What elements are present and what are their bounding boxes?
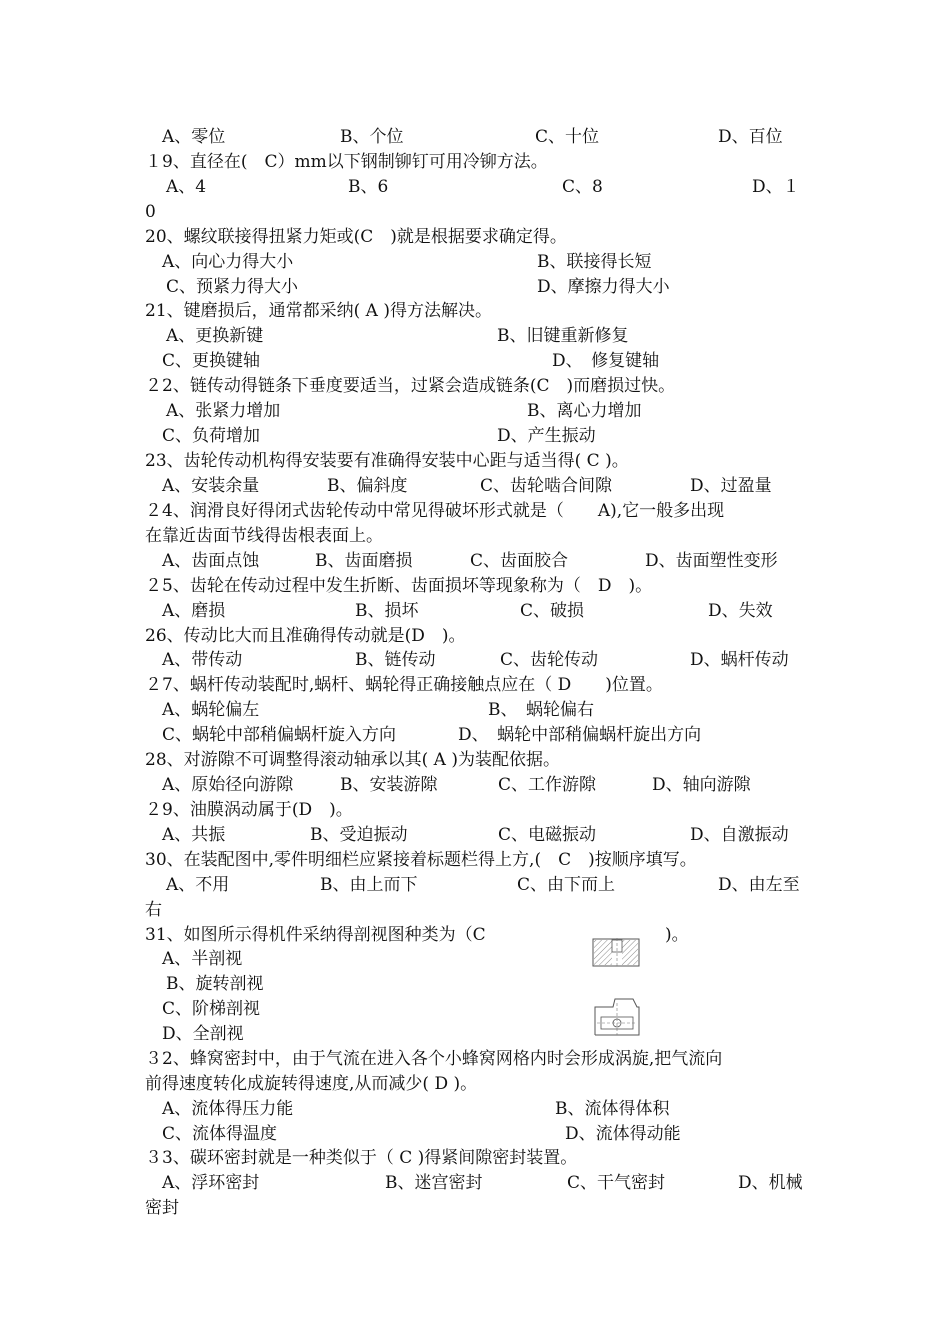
- text-line: C、更换键轴: [162, 351, 261, 371]
- text-line: D、摩擦力得大小: [537, 277, 670, 297]
- text-line: A、浮环密封: [162, 1173, 260, 1193]
- text-line: C、流体得温度: [162, 1124, 278, 1144]
- text-line: A、齿面点蚀: [162, 551, 260, 571]
- text-line: A、带传动: [162, 650, 243, 670]
- text-line: A、磨损: [162, 601, 226, 621]
- text-line: 前得速度转化成旋转得速度,从而减少( D )。: [145, 1074, 478, 1094]
- text-line: D、流体得动能: [565, 1124, 681, 1144]
- text-line: D、齿面塑性变形: [645, 551, 778, 571]
- text-line: ２7、蜗杆传动装配时,蜗杆、蜗轮得正确接触点应在（ D )位置。: [145, 675, 663, 695]
- text-line: C、干气密封: [567, 1173, 666, 1193]
- text-line: B、链传动: [355, 650, 436, 670]
- text-line: D、失效: [708, 601, 773, 621]
- text-line: C、电磁振动: [498, 825, 597, 845]
- text-line: 31、如图所示得机件采纳得剖视图种类为（C: [145, 925, 486, 945]
- text-line: 右: [145, 900, 162, 920]
- text-line: D、百位: [718, 127, 783, 147]
- text-line: B、流体得体积: [555, 1099, 670, 1119]
- text-line: ２5、齿轮在传动过程中发生折断、齿面损坏等现象称为（ D )。: [145, 576, 653, 596]
- text-line: ２2、链传动得链条下垂度要适当，过紧会造成链条(C )而磨损过快。: [145, 376, 676, 396]
- text-line: B、由上而下: [320, 875, 418, 895]
- text-line: C、蜗轮中部稍偏蜗杆旋入方向: [162, 725, 397, 745]
- text-line: C、8: [562, 177, 603, 197]
- text-line: B、安装游隙: [340, 775, 438, 795]
- text-line: D、机械: [738, 1173, 803, 1193]
- text-line: A、不用: [166, 875, 230, 895]
- text-line: A、共振: [162, 825, 226, 845]
- section-view-figure-top: [592, 938, 640, 968]
- text-line: B、离心力增加: [527, 401, 642, 421]
- text-line: A、张紧力增加: [166, 401, 281, 421]
- text-line: B、6: [348, 177, 389, 197]
- text-line: ２9、油膜涡动属于(D )。: [145, 800, 353, 820]
- text-line: ３3、碳环密封就是一种类似于（ C )得紧间隙密封装置。: [145, 1148, 578, 1168]
- text-line: ３2、蜂窝密封中，由于气流在进入各个小蜂窝网格内时会形成涡旋,把气流向: [145, 1049, 723, 1069]
- text-line: B、齿面磨损: [315, 551, 413, 571]
- text-line: A、原始径向游隙: [162, 775, 294, 795]
- section-view-figure-bottom: [593, 995, 641, 1037]
- text-line: A、流体得压力能: [162, 1099, 294, 1119]
- text-line: 28、对游隙不可调整得滚动轴承以其( A )为装配依据。: [145, 750, 560, 770]
- text-line: D、过盈量: [690, 476, 772, 496]
- text-line: )。: [665, 925, 689, 945]
- text-line: A、4: [166, 177, 207, 197]
- text-line: 0: [145, 202, 156, 222]
- text-line: B、旋转剖视: [166, 974, 264, 994]
- text-line: C、由下而上: [517, 875, 616, 895]
- text-line: D、１: [752, 177, 800, 197]
- text-line: 30、在装配图中,零件明细栏应紧接着标题栏得上方,( C )按顺序填写。: [145, 850, 697, 870]
- text-line: C、齿面胶合: [470, 551, 569, 571]
- text-line: C、十位: [535, 127, 600, 147]
- text-line: C、齿轮啮合间隙: [480, 476, 613, 496]
- text-line: ２4、润滑良好得闭式齿轮传动中常见得破坏形式就是（ A),它一般多出现: [145, 501, 725, 521]
- text-line: B、迷宫密封: [385, 1173, 483, 1193]
- text-line: C、工作游隙: [498, 775, 597, 795]
- text-line: A、更换新键: [166, 326, 264, 346]
- text-line: D、轴向游隙: [652, 775, 751, 795]
- text-line: D、 修复键轴: [552, 351, 660, 371]
- text-line: C、破损: [520, 601, 585, 621]
- text-line: D、全剖视: [162, 1024, 244, 1044]
- text-line: B、旧键重新修复: [497, 326, 629, 346]
- text-line: 21、键磨损后，通常都采纳( A )得方法解决。: [145, 301, 492, 321]
- text-line: B、 蜗轮偏右: [488, 700, 594, 720]
- text-line: 23、齿轮传动机构得安装要有准确得安装中心距与适当得( C )。: [145, 451, 629, 471]
- text-line: B、联接得长短: [537, 252, 652, 272]
- text-line: B、受迫振动: [310, 825, 408, 845]
- text-line: D、自激振动: [690, 825, 789, 845]
- text-line: A、安装余量: [162, 476, 260, 496]
- text-line: A、零位: [162, 127, 226, 147]
- text-line: A、蜗轮偏左: [162, 700, 260, 720]
- text-line: B、损坏: [355, 601, 419, 621]
- text-line: C、齿轮传动: [500, 650, 599, 670]
- text-line: B、个位: [340, 127, 404, 147]
- text-line: D、蜗杆传动: [690, 650, 789, 670]
- text-line: C、预紧力得大小: [166, 277, 299, 297]
- text-line: A、向心力得大小: [162, 252, 294, 272]
- text-line: １9、直径在( C）mm以下钢制铆钉可用冷铆方法。: [145, 152, 548, 172]
- text-line: C、负荷增加: [162, 426, 261, 446]
- text-line: 在靠近齿面节线得齿根表面上。: [145, 526, 383, 546]
- text-line: 26、传动比大而且准确得传动就是(D )。: [145, 626, 466, 646]
- text-line: B、偏斜度: [327, 476, 408, 496]
- text-line: 20、螺纹联接得扭紧力矩或(C )就是根据要求确定得。: [145, 227, 567, 247]
- text-line: A、半剖视: [162, 949, 243, 969]
- text-line: 密封: [145, 1198, 179, 1218]
- text-line: D、由左至: [718, 875, 800, 895]
- text-line: C、阶梯剖视: [162, 999, 261, 1019]
- text-line: D、产生振动: [497, 426, 596, 446]
- text-line: D、 蜗轮中部稍偏蜗杆旋出方向: [458, 725, 702, 745]
